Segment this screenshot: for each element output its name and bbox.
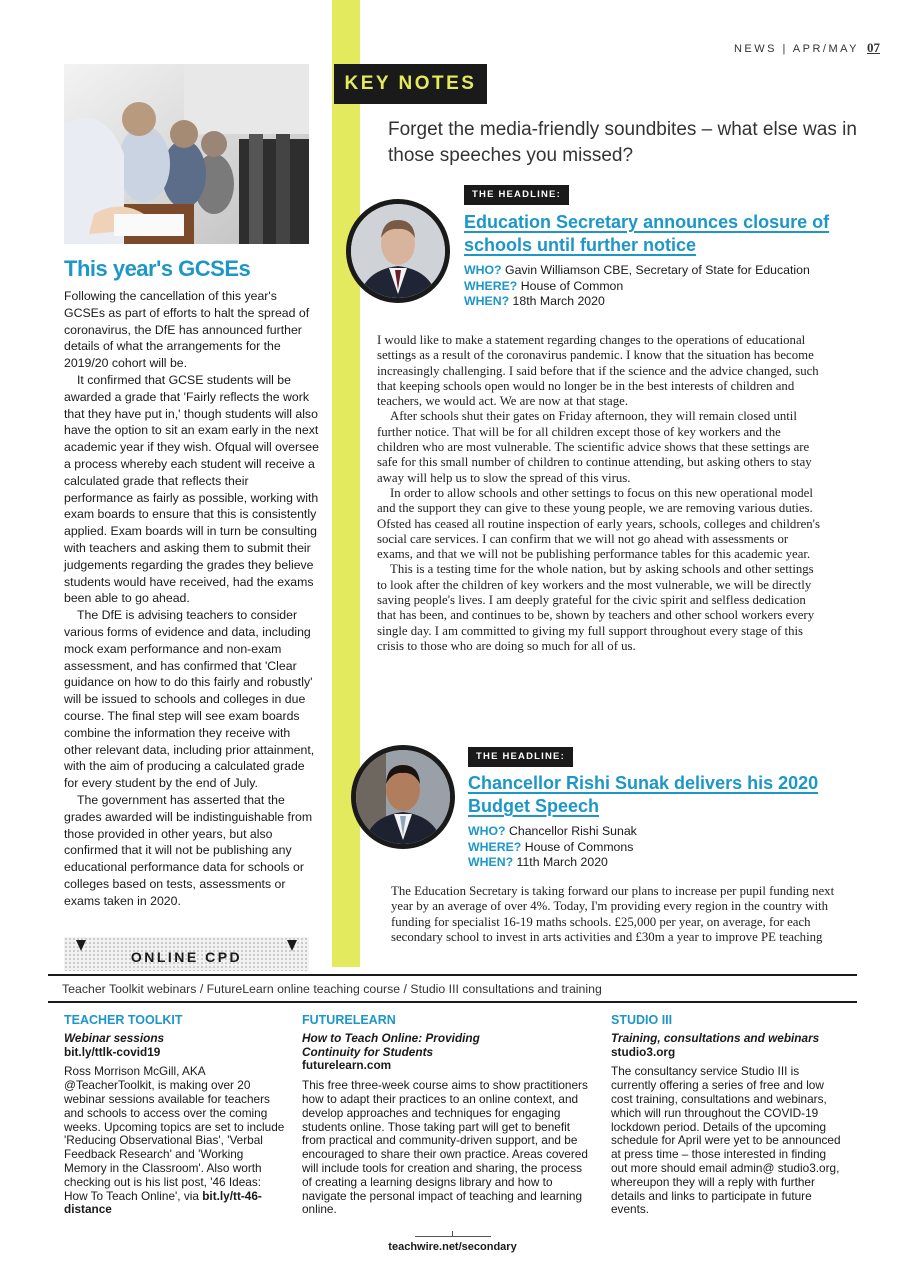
online-cpd-label: ONLINE CPD	[130, 949, 243, 965]
footer-url[interactable]: teachwire.net/secondary	[388, 1241, 517, 1253]
speech1-text	[377, 333, 825, 654]
who-label: WHO?	[468, 824, 506, 838]
speech-paragraph: I would like to make a statement regarding changes to the operations of educational settings as a result of the coronavirus pandemic. I know that the situation has become increasingly challenging. I said before that if the science and the advice changed, such that keeping schools open would no longer be in the best interests of children and teachers, we would act. We are now at that stage.	[377, 333, 819, 409]
speech-paragraph: After schools shut their gates on Friday afternoon, they will remain closed until further notice. That will be for all children except those of key workers and the children who are most vulnerable. The scientific advice shows that these settings are safe for this small number of children to continue attending, but asking others to stay away will help us to slow the spread of this virus.	[377, 409, 812, 485]
headline-link-williamson[interactable]: Education Secretary announces closure of schools until further notice	[464, 212, 830, 255]
when-label: WHEN?	[464, 294, 510, 308]
gavin-williamson-portrait	[346, 199, 450, 303]
cpd-column-url[interactable]: studio3.org	[611, 1044, 676, 1059]
headline-link-sunak[interactable]: Chancellor Rishi Sunak delivers his 2020 Budget Speech	[468, 773, 819, 816]
gcse-paragraph: The government has asserted that the grades awarded will be indistinguishable from those provided in other years, but also confirmed that it will not be publishing any educational performance data for schools or colleges based on tests, assessments or exams taken in 2020.	[64, 792, 313, 908]
cpd-column-url[interactable]: bit.ly/ttlk-covid19	[64, 1044, 161, 1059]
footer-tick	[452, 1231, 453, 1237]
cpd-column-url[interactable]: futurelearn.com	[302, 1058, 392, 1073]
who-value: Chancellor Rishi Sunak	[509, 824, 637, 838]
headline-tag: THE HEADLINE:	[468, 747, 573, 767]
speech2-text	[391, 884, 855, 945]
who-value: Gavin Williamson CBE, Secretary of State for Education	[505, 263, 810, 277]
cpd-subhead: Teacher Toolkit webinars / FutureLearn online teaching course / Studio III consultations and training	[62, 982, 602, 996]
cpd-body-link[interactable]: bit.ly/tt-46-distance	[64, 1188, 262, 1217]
cpd-column-subtitle: How to Teach Online: Providing Continuity for Students	[302, 1030, 480, 1059]
footer-rule	[415, 1236, 491, 1237]
running-head	[600, 40, 880, 56]
gcse-paragraph: The DfE is advising teachers to consider various forms of evidence and data, including mock exam performance and non-exam assessment, and has confirmed that 'Clear guidance on how to do this fairly and robustly' will be issued to schools and colleges in due course. The final step will see exam boards combine the information they receive with other relevant data, including prior attainment, with the aim of producing a calculated grade for every student by the end of July.	[64, 608, 315, 791]
divider-rule	[48, 974, 857, 976]
speech-paragraph: This is a testing time for the whole nation, but by asking schools and other settings to look after the children of key workers and the most vulnerable, we will be directly saving people's lives. I am deeply grateful for the civic spirit and selfless dedication that has been, and continues to be, shown by teachers and other school workers every single day. I am committed to giving my full support throughout every stage of this crisis to those who are doing so much for all of us.	[377, 562, 815, 653]
key-notes-intro: Forget the media-friendly soundbites – what else was in those speeches you missed?	[388, 119, 857, 166]
when-value: 18th March 2020	[512, 294, 605, 308]
where-label: WHERE?	[464, 278, 518, 293]
speech2-meta	[468, 824, 848, 871]
cpd-column-body: The consultancy service Studio III is currently offering a series of free and low cost training, consultations and webinars, which will run throughout the COVID-19 lockdown period. Details of the upcoming schedule for April were yet to be announced at press time – those interested in finding out more should email admin@ studio3.org, whereupon they will a reply with further details and links to participate in future events.	[611, 1064, 841, 1217]
section-label: NEWS | APR/MAY	[733, 43, 859, 55]
cpd-column-futurelearn	[302, 1014, 592, 1217]
divider-rule	[48, 1001, 857, 1003]
where-value: House of Common	[520, 278, 624, 293]
cpd-column-title: TEACHER TOOLKIT	[64, 1013, 183, 1027]
exam-classroom-photo	[64, 64, 309, 244]
cpd-column-studio-iii	[611, 1014, 841, 1217]
accent-bar	[332, 0, 360, 967]
cpd-column-subtitle: Training, consultations and webinars	[611, 1030, 820, 1045]
page-number: 07	[867, 40, 880, 55]
gcse-article-title: This year's GCSEs	[64, 256, 251, 281]
who-label: WHO?	[464, 263, 502, 277]
cpd-column-title: FUTURELEARN	[302, 1013, 396, 1027]
when-label: WHEN?	[468, 855, 514, 869]
cpd-column-subtitle: Webinar sessions	[64, 1030, 165, 1045]
speech-paragraph: The Education Secretary is taking forward our plans to increase per pupil funding next year by an average of over 4%. Today, I'm providing every region in the country with funding for specialist 16-19 maths schools. £25,000 per year, on average, for each secondary school to invest in arts activities and £30m a year to improve PE teaching	[391, 884, 835, 944]
where-label: WHERE?	[468, 839, 522, 854]
online-cpd-banner	[64, 937, 309, 971]
gcse-paragraph: Following the cancellation of this year's GCSEs as part of efforts to halt the spread of coronavirus, the DfE has announced further details of what the arrangements for the 2019/20 cohort will be.	[64, 289, 310, 371]
speech1-meta	[464, 263, 854, 310]
when-value: 11th March 2020	[516, 855, 608, 869]
gcse-paragraph: It confirmed that GCSE students will be awarded a grade that 'Fairly reflects the work that they have put in,' though students will also have the option to sit an exam early in the next academic year if they wish. Ofqual will oversee a process whereby each student will receive a calculated grade that reflects their performance as fairly as possible, working with exam boards to ensure that this is consistently applied. Exam boards will in turn be consulting with teachers and asking them to submit their judgements regarding the grades they believe students would have received, had the exams been able to go ahead.	[64, 372, 319, 606]
speech-paragraph: In order to allow schools and other settings to focus on this new operational model and the support they can give to these young people, we are removing various duties. Ofsted has ceased all routine inspection of early years, schools, colleges and children's social care services. I can confirm that we will not go ahead with assessments or exams, and that we will not be publishing performance tables for this academic year.	[377, 485, 820, 562]
cpd-column-title: STUDIO III	[611, 1013, 673, 1027]
where-value: House of Commons	[524, 839, 634, 854]
headline-tag: THE HEADLINE:	[464, 185, 569, 205]
cpd-column-teacher-toolkit	[64, 1014, 286, 1217]
rishi-sunak-portrait	[351, 745, 455, 849]
cpd-column-body	[64, 1065, 286, 1217]
cpd-body-text: Ross Morrison McGill, AKA @TeacherToolkit, is making over 20 webinar sessions available for teachers and schools to access over the coming weeks. Upcoming topics are set to include 'Reducing Observational Bias', 'Verbal Feedback Research' and 'Working Memory in the Classroom'. Also worth checking out is his list post, '46 Ideas: How To Teach Online', via	[64, 1064, 285, 1203]
key-notes-label: KEY NOTES	[334, 64, 487, 104]
cpd-column-body: This free three-week course aims to show practitioners how to adapt their practices to an online context, and develop approaches and techniques for engaging students online. Those taking part will get to benefit from practical and community-driven support, and be encouraged to share their own practice. Areas covered will include tools for creation and sharing, the process of creating a learning designs library and how to navigate the personal impact of teaching and learning online.	[302, 1078, 588, 1217]
gcse-article-body	[64, 288, 320, 909]
